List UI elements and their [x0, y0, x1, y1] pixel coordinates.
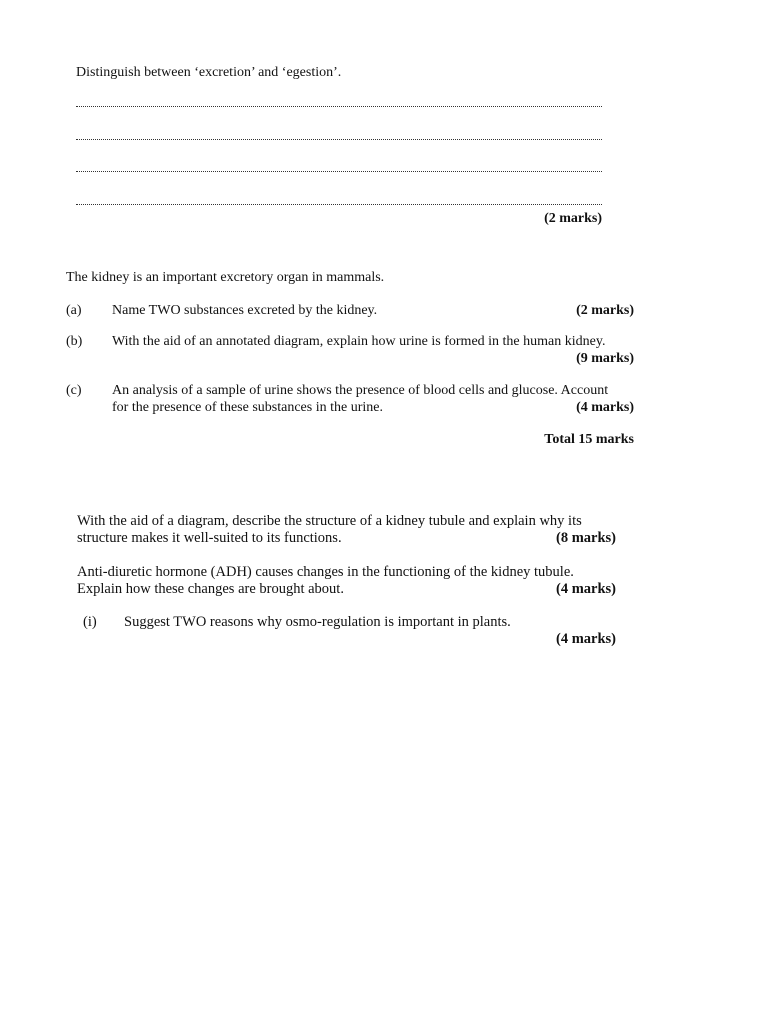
tubule-question-line2: structure makes it well-suited to its functions. [77, 530, 342, 546]
part-b-label: (b) [66, 334, 83, 349]
answer-line [76, 139, 602, 140]
answer-line [76, 106, 602, 107]
osmo-question-text: Suggest TWO reasons why osmo-regulation is important in plants. [124, 614, 511, 630]
excretion-question-prompt: Distinguish between ‘excretion’ and ‘egestion’. [76, 65, 342, 80]
tubule-marks: (8 marks) [555, 530, 616, 546]
part-c-marks: (4 marks) [576, 400, 634, 415]
part-b-text: With the aid of an annotated diagram, explain how urine is formed in the human kidney. [112, 334, 606, 349]
excretion-marks: (2 marks) [544, 211, 602, 226]
answer-line [76, 204, 602, 205]
part-c-text-line2: for the presence of these substances in the urine. [112, 400, 383, 415]
part-b-marks: (9 marks) [576, 351, 634, 366]
adh-question-line1: Anti-diuretic hormone (ADH) causes changes in the functioning of the kidney tubule. [77, 564, 574, 580]
osmo-marks: (4 marks) [555, 631, 616, 647]
part-c-text-line1: An analysis of a sample of urine shows the presence of blood cells and glucose. Account [112, 383, 609, 398]
kidney-total-marks: Total 15 marks [544, 432, 634, 447]
tubule-question-line1: With the aid of a diagram, describe the structure of a kidney tubule and explain why its [77, 513, 582, 529]
part-a-marks: (2 marks) [576, 303, 634, 318]
part-c-label: (c) [66, 383, 82, 398]
part-a-text: Name TWO substances excreted by the kidney. [112, 303, 378, 318]
answer-line [76, 171, 602, 172]
kidney-question-intro: The kidney is an important excretory organ in mammals. [66, 270, 385, 285]
adh-question-line2: Explain how these changes are brought about. [77, 581, 344, 597]
osmo-label: (i) [83, 614, 97, 630]
part-a-label: (a) [66, 303, 82, 318]
adh-marks: (4 marks) [555, 581, 616, 597]
